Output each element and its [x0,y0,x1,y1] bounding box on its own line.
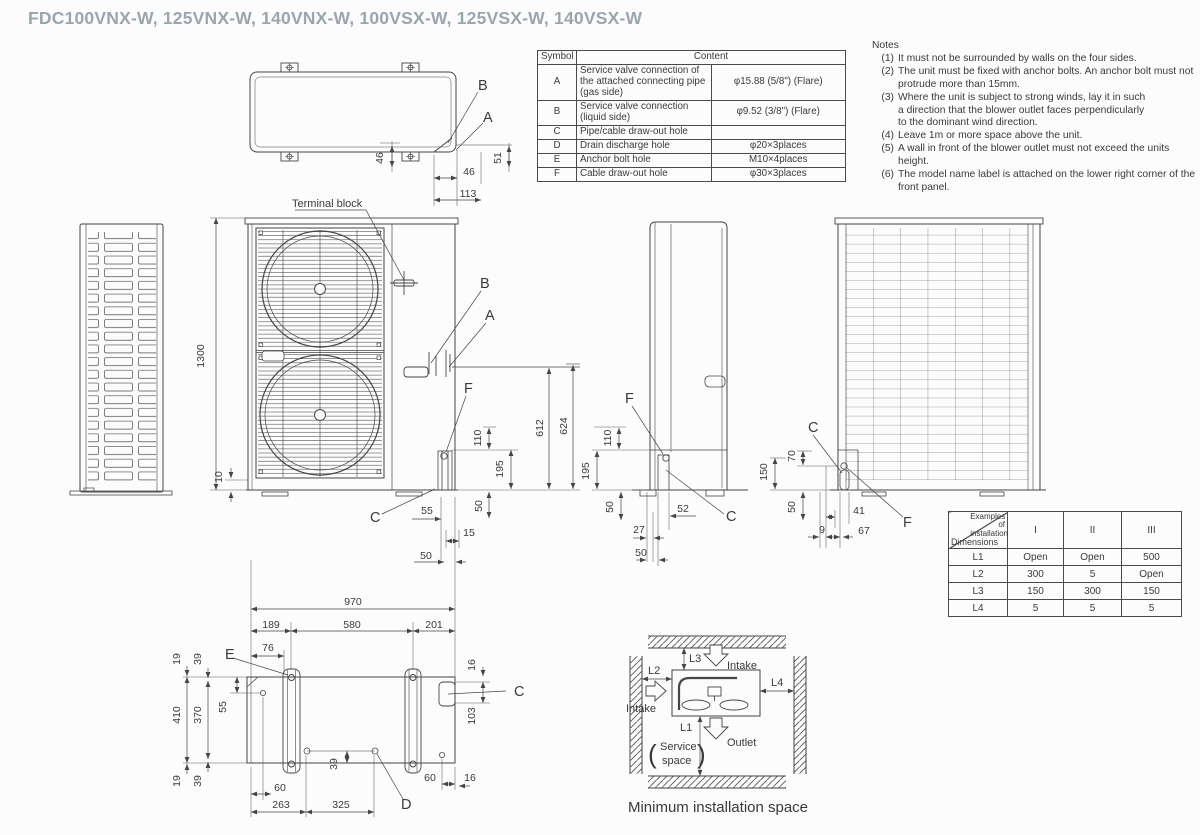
svg-text:50: 50 [604,501,616,513]
note-item: (1) It must not be surrounded by walls on the four sides. [881,52,1137,64]
outlet-label: Outlet [727,737,757,749]
svg-text:189: 189 [262,619,280,631]
table-row: L3 150 300 150 [949,583,1182,600]
table-row: L1 Open Open 500 [949,549,1182,566]
svg-text:51: 51 [492,152,504,164]
terminal-block-label: Terminal block [292,198,363,210]
svg-text:41: 41 [853,505,865,517]
svg-text:39: 39 [192,775,204,787]
table-row [538,51,846,65]
wall-bottom [648,776,786,788]
svg-text:103: 103 [466,707,478,725]
svg-text:16: 16 [464,772,476,784]
top-view-feet [281,63,419,161]
drawout-bracket [438,451,452,490]
svg-text:27: 27 [633,524,645,536]
callout-B: B [478,78,488,94]
svg-text:Service: Service [660,741,697,753]
svg-text:B: B [480,276,490,292]
notes-heading: Notes [872,40,899,51]
top-view [250,63,512,206]
installation-table [948,511,1182,617]
mounting-rails [283,669,421,773]
svg-text:): ) [697,739,706,769]
table-row: Examples of installation Dimensions I II III [949,512,1182,549]
wall-left [630,656,642,774]
svg-text:L1: L1 [680,722,693,734]
svg-text:C: C [726,509,737,525]
svg-text:580: 580 [343,619,361,631]
svg-text:76: 76 [262,642,274,654]
svg-text:9: 9 [819,524,825,536]
svg-text:67: 67 [858,525,870,537]
corner-label-bottom: Dimensions [951,537,999,547]
svg-text:46: 46 [463,166,475,178]
svg-text:D: D [401,797,412,813]
svg-text:C: C [808,420,819,436]
intake-top-label: Intake [727,660,757,672]
svg-text:263: 263 [272,799,290,811]
table-row: F Cable draw-out hole φ30×3places [538,167,846,181]
note-item: (5) A wall in front of the blower outlet must not exceed the units height. [881,143,1170,168]
svg-text:A: A [485,308,495,324]
note-item: (4) Leave 1m or more space above the unit. [881,130,1083,142]
fan-symbol [682,687,748,710]
front-view [210,210,580,677]
svg-text:612: 612 [534,419,546,437]
right-side-view [592,222,748,566]
svg-text:60: 60 [274,782,286,794]
svg-text:60: 60 [424,772,436,784]
svg-text:15: 15 [463,527,475,539]
heat-exchanger-grid [846,228,1028,480]
table-row: D Drain discharge hole φ20×3places [538,139,846,153]
svg-text:50: 50 [473,500,485,512]
fan-grille [256,228,384,478]
svg-text:(: ( [648,739,657,769]
svg-text:46: 46 [374,152,386,164]
service-valves [404,350,450,377]
diagram-caption: Minimum installation space [627,799,809,816]
drain-hole [439,752,444,757]
svg-text:50: 50 [420,550,432,562]
left-side-view [70,224,172,495]
wall-right [794,656,806,774]
svg-text:50: 50 [635,547,647,559]
table-row: E Anchor bolt hole M10×4places [538,153,846,167]
svg-text:F: F [903,515,912,531]
svg-text:70: 70 [786,450,798,462]
table-row: L2 300 5 Open [949,566,1182,583]
svg-text:55: 55 [217,701,229,713]
notes-block [872,40,1200,195]
svg-text:195: 195 [580,462,592,480]
svg-text:110: 110 [602,429,614,447]
svg-text:201: 201 [425,619,443,631]
svg-text:16: 16 [466,659,478,671]
note-item: (2) The unit must be fixed with anchor bolts. An anchor bolt must not protrude more than 15mm. [881,65,1194,90]
note-item: (3) Where the unit is subject to strong winds, lay it in such a direction that the blower outlet faces perpendicularly to the dominant wind direction. [881,91,1146,129]
table-row: C Pipe/cable draw-out hole [538,125,846,139]
svg-text:110: 110 [472,429,484,447]
svg-text:C: C [370,510,381,526]
side-louver-slots [88,232,156,483]
cable-hole-F [663,455,669,461]
callout-A: A [483,110,493,126]
note-item: (6) The model name label is attached on the lower right corner of the front panel. [881,169,1196,193]
content-header: Content [577,51,846,65]
svg-text:39: 39 [192,653,204,665]
svg-text:970: 970 [344,596,362,608]
svg-text:1300: 1300 [195,344,207,368]
page-title: FDC100VNX-W, 125VNX-W, 140VNX-W, 100VSX-W, 125VSX-W, 140VSX-W [28,8,643,28]
svg-text:624: 624 [558,417,570,435]
svg-text:L2: L2 [648,665,661,677]
svg-text:C: C [514,684,525,700]
symbol-table [537,50,846,182]
svg-text:F: F [625,391,634,407]
svg-text:L4: L4 [771,677,784,689]
back-view [770,218,1046,548]
svg-text:space: space [662,755,692,767]
svg-text:195: 195 [494,460,506,478]
svg-text:L3: L3 [689,653,702,665]
svg-text:55: 55 [421,505,433,517]
svg-text:39: 39 [328,758,340,770]
svg-text:325: 325 [332,799,350,811]
svg-text:410: 410 [171,706,183,724]
table-row: B Service valve connection (liquid side) φ9.52 (3/8") (Flare) [538,100,846,125]
table-row: A Service valve connection of the attached connecting pipe (gas side) φ15.88 (5/8") (Flare) [538,64,846,100]
corner-label-top: Examples of installation [970,512,1009,538]
drain-hole [260,690,265,695]
svg-text:50: 50 [786,501,798,513]
svg-text:370: 370 [192,706,204,724]
svg-text:19: 19 [171,653,183,665]
svg-text:E: E [225,647,235,663]
svg-text:52: 52 [677,503,689,515]
svg-text:F: F [464,381,473,397]
svg-text:113: 113 [459,188,477,200]
intake-left-label: Intake [626,703,656,715]
svg-text:150: 150 [758,463,770,481]
svg-text:19: 19 [171,775,183,787]
symbol-header: Symbol [538,51,577,65]
table-row: L4 5 5 5 [949,600,1182,617]
terminal-block-symbol [390,271,418,295]
svg-text:10: 10 [213,471,225,483]
